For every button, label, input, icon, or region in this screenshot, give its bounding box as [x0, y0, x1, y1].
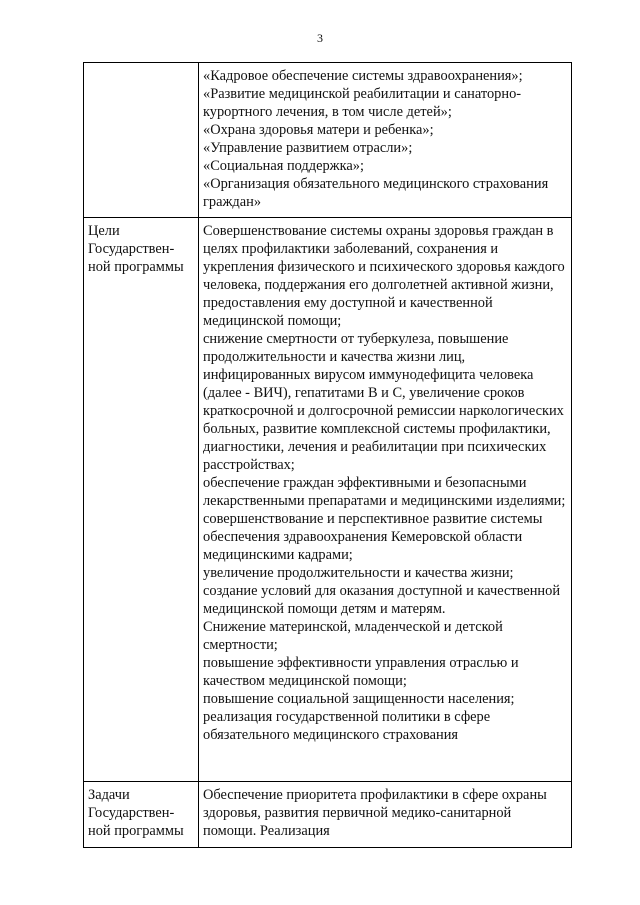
list-item: снижение смертности от туберкулеза, повышение продолжительности и качества жизни лиц, инфицированных вирусом иммунодефицита человека (далее - ВИЧ), гепатитами B и C, увеличение сроков краткосрочной и долгосрочной ремиссии наркологических больных, развитие комплексной системы профилактики, диагностики, лечения и реабилитации при психических расстройствах;: [203, 331, 564, 473]
list-item: создание условий для оказания доступной и качественной медицинской помощи детям и матерям.: [203, 583, 561, 617]
row-label-cell: Задачи Государствен-ной программы: [84, 782, 199, 848]
list-item: Обеспечение приоритета профилактики в сфере охраны здоровья, развития первичной медико-санитарной помощи. Реализация: [203, 787, 547, 839]
list-item: Снижение материнской, младенческой и детской смертности;: [203, 619, 503, 653]
list-item: повышение социальной защищенности населения;: [203, 691, 515, 707]
list-item: «Управление развитием отрасли»;: [203, 140, 413, 156]
list-item: «Кадровое обеспечение системы здравоохранения»;: [203, 68, 523, 84]
list-item: «Развитие медицинской реабилитации и санаторно-курортного лечения, в том числе детей»;: [203, 86, 522, 120]
list-item: повышение эффективности управления отраслью и качеством медицинской помощи;: [203, 655, 519, 689]
row-content-cell: [199, 782, 572, 848]
list-item: «Организация обязательного медицинского страхования граждан»: [203, 176, 549, 210]
list-item: «Охрана здоровья матери и ребенка»;: [203, 122, 434, 138]
list-item: обеспечение граждан эффективными и безопасными лекарственными препаратами и медицинскими изделиями;: [203, 475, 566, 509]
list-item: «Социальная поддержка»;: [203, 158, 364, 174]
list-item: реализация государственной политики в сфере обязательного медицинского страхования: [203, 709, 491, 743]
row-label-cell: Цели Государствен-ной программы: [84, 218, 199, 782]
table-row: [84, 63, 572, 218]
row-content-cell: [199, 63, 572, 218]
table-row: [84, 218, 572, 782]
page-number: 3: [317, 31, 323, 45]
program-passport-table: [83, 62, 572, 848]
row-label-cell: [84, 63, 199, 218]
row-content-cell: [199, 218, 572, 782]
list-item: Совершенствование системы охраны здоровья граждан в целях профилактики заболеваний, сохранения и укрепления физического и психического здоровья каждого человека, поддержания его долголетней активной жизни, предоставления ему доступной и качественной медицинской помощи;: [203, 223, 565, 329]
list-item: совершенствование и перспективное развитие системы обеспечения здравоохранения Кемеровской области медицинскими кадрами;: [203, 511, 543, 563]
list-item: увеличение продолжительности и качества жизни;: [203, 565, 514, 581]
table-row: [84, 782, 572, 848]
